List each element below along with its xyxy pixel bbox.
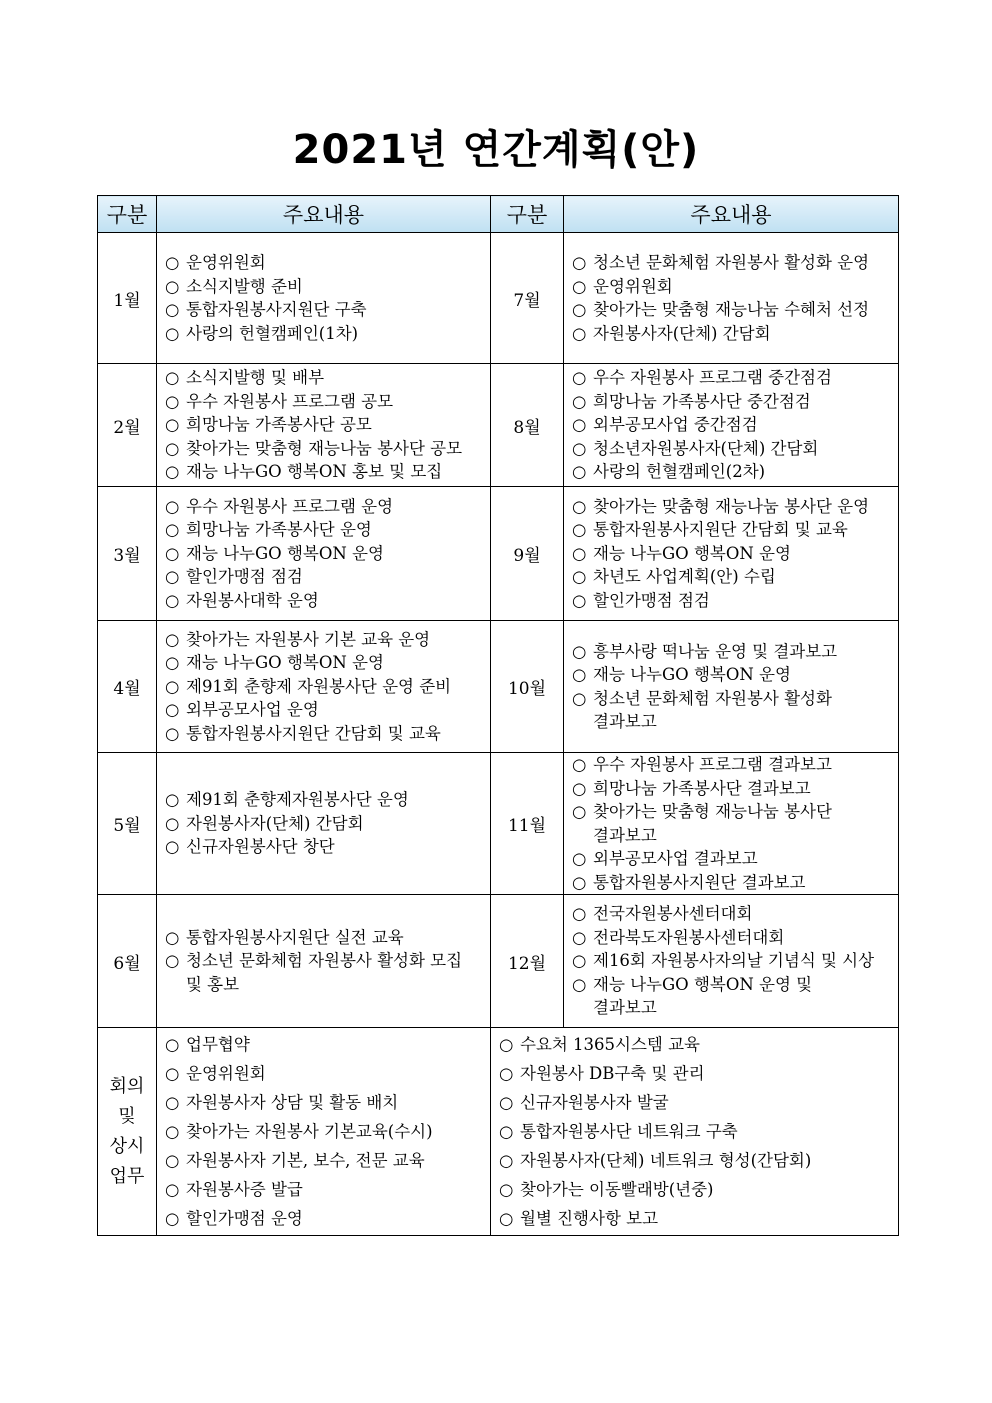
list-item — [165, 275, 490, 299]
list-item — [572, 926, 898, 950]
circle-bullet-icon: ○ — [572, 641, 587, 661]
list-item — [165, 589, 490, 613]
list-item-text: 찾아가는 맞춤형 재능나눔 수혜처 선정 — [593, 300, 870, 319]
list-item-text: 신규자원봉사단 창단 — [186, 837, 335, 857]
list-item — [165, 518, 490, 542]
list-item-text: 우수 자원봉사 프로그램 중간점검 — [593, 368, 832, 388]
month-label: 4월 — [98, 621, 157, 753]
list-item — [165, 949, 490, 996]
list-item — [165, 835, 490, 859]
list-item-text: 할인가맹점 점검 — [593, 590, 710, 610]
circle-bullet-icon: ○ — [572, 688, 587, 708]
circle-bullet-icon: ○ — [572, 755, 587, 774]
month-label: 1월 — [98, 233, 157, 364]
list-item-text: 사랑의 헌혈캠페인(2차) — [593, 462, 766, 482]
circle-bullet-icon: ○ — [165, 438, 180, 458]
circle-bullet-icon: ○ — [165, 927, 180, 947]
list-item — [572, 902, 898, 926]
list-item — [499, 1175, 898, 1204]
list-item — [572, 413, 898, 437]
table-row — [98, 895, 899, 1028]
list-item-text: 결과보고 — [593, 825, 657, 845]
month-content — [564, 753, 899, 895]
routine-label-part: 상시 — [109, 1135, 145, 1157]
header-category-left: 구분 — [98, 196, 157, 233]
circle-bullet-icon: ○ — [572, 665, 587, 684]
list-item — [165, 437, 490, 461]
list-item-text: 할인가맹점 운영 — [186, 1209, 303, 1228]
list-item-text: 외부공모사업 운영 — [186, 700, 319, 720]
list-item-text: 찾아가는 자원봉사 기본교육(수시) — [186, 1122, 433, 1141]
header-content-left: 주요내용 — [157, 196, 491, 233]
plan-item-list — [165, 1030, 490, 1233]
circle-bullet-icon: ○ — [165, 951, 180, 971]
list-item — [165, 495, 490, 519]
circle-bullet-icon: ○ — [572, 276, 587, 296]
list-item-text: 찾아가는 맞춤형 재능나눔 봉사단 운영 — [593, 496, 870, 516]
list-item — [572, 366, 898, 390]
list-item-text: 청소년자원봉사자(단체) 간담회 — [593, 438, 819, 458]
circle-bullet-icon: ○ — [165, 1151, 180, 1170]
list-item — [572, 495, 898, 519]
list-item — [165, 812, 490, 836]
list-item-text: 재능 나누GO 행복ON 운영 — [593, 665, 791, 684]
plan-item-list — [572, 902, 898, 1020]
circle-bullet-icon: ○ — [165, 700, 180, 720]
circle-bullet-icon: ○ — [572, 496, 587, 516]
month-content — [564, 487, 899, 621]
circle-bullet-icon: ○ — [572, 590, 587, 610]
plan-item-list — [165, 495, 490, 613]
list-item-text: 제91회 춘향제자원봉사단 운영 — [186, 790, 409, 810]
plan-item-list — [572, 251, 898, 345]
circle-bullet-icon: ○ — [165, 567, 180, 587]
month-content — [564, 895, 899, 1028]
list-item — [572, 777, 898, 801]
list-item-text: 찾아가는 이동빨래방(년중) — [520, 1180, 714, 1199]
list-item-text: 청소년 문화체험 자원봉사 활성화 — [593, 688, 832, 708]
circle-bullet-icon: ○ — [499, 1064, 514, 1083]
list-item-text: 월별 진행사항 보고 — [520, 1209, 659, 1228]
circle-bullet-icon: ○ — [572, 323, 587, 343]
list-item — [165, 675, 490, 699]
month-content — [564, 364, 899, 487]
list-item-text: 자원봉사자 기본, 보수, 전문 교육 — [186, 1151, 425, 1170]
month-label: 8월 — [491, 364, 564, 487]
list-item — [165, 926, 490, 950]
list-item-text: 찾아가는 맞춤형 재능나눔 봉사단 공모 — [186, 438, 463, 458]
list-item — [165, 698, 490, 722]
circle-bullet-icon: ○ — [499, 1180, 514, 1199]
list-item-text: 운영위원회 — [186, 253, 266, 272]
routine-tasks-left — [157, 1028, 491, 1236]
list-item-text: 자원봉사자(단체) 네트워크 형성(간담회) — [520, 1151, 812, 1170]
list-item-text: 희망나눔 가족봉사단 공모 — [186, 415, 372, 435]
list-item-text: 우수 자원봉사 프로그램 결과보고 — [593, 755, 832, 774]
month-label: 11월 — [491, 753, 564, 895]
list-item — [165, 366, 490, 390]
list-item — [572, 460, 898, 484]
list-item-text: 자원봉사자 상담 및 활동 배치 — [186, 1093, 399, 1112]
circle-bullet-icon: ○ — [572, 567, 587, 587]
circle-bullet-icon: ○ — [572, 872, 587, 892]
circle-bullet-icon: ○ — [572, 438, 587, 458]
circle-bullet-icon: ○ — [165, 1093, 180, 1112]
circle-bullet-icon: ○ — [165, 1035, 180, 1054]
list-item — [572, 251, 898, 275]
list-item-text: 자원봉사자(단체) 간담회 — [186, 813, 364, 833]
list-item — [165, 1146, 490, 1175]
plan-item-list — [572, 753, 898, 894]
list-item — [165, 251, 490, 275]
list-item — [572, 298, 898, 322]
month-content — [157, 487, 491, 621]
table-row — [98, 753, 899, 895]
list-item-text: 자원봉사대학 운영 — [186, 590, 319, 610]
list-item-text: 통합자원봉사지원단 구축 — [186, 300, 367, 319]
circle-bullet-icon: ○ — [165, 653, 180, 673]
list-item-text: 통합자원봉사지원단 간담회 및 교육 — [186, 723, 441, 743]
list-item-text: 제16회 자원봉사자의날 기념식 및 시상 — [593, 951, 875, 971]
list-item-text: 재능 나누GO 행복ON 운영 — [186, 653, 384, 673]
list-item — [499, 1204, 898, 1233]
circle-bullet-icon: ○ — [572, 391, 587, 411]
circle-bullet-icon: ○ — [165, 1180, 180, 1199]
list-item-text: 희망나눔 가족봉사단 결과보고 — [593, 778, 811, 798]
circle-bullet-icon: ○ — [572, 368, 587, 388]
header-content-right: 주요내용 — [564, 196, 899, 233]
circle-bullet-icon: ○ — [572, 974, 587, 994]
table-body — [98, 233, 899, 1236]
circle-bullet-icon: ○ — [572, 543, 587, 563]
table-row — [98, 487, 899, 621]
table-row — [98, 364, 899, 487]
list-item — [165, 413, 490, 437]
circle-bullet-icon: ○ — [165, 837, 180, 857]
plan-item-list — [499, 1030, 898, 1233]
circle-bullet-icon: ○ — [499, 1093, 514, 1112]
list-item-text: 사랑의 헌혈캠페인(1차) — [186, 323, 359, 343]
routine-label-part: 회의 — [109, 1075, 145, 1097]
list-item-text: 차년도 사업계획(안) 수립 — [593, 567, 776, 587]
list-item — [165, 1175, 490, 1204]
list-item-text: 결과보고 — [593, 712, 657, 731]
circle-bullet-icon: ○ — [165, 1064, 180, 1083]
list-item — [572, 800, 898, 847]
list-item — [572, 871, 898, 895]
list-item-text: 통합자원봉사단 네트워크 구축 — [520, 1122, 738, 1141]
table-row — [98, 233, 899, 364]
circle-bullet-icon: ○ — [572, 927, 587, 947]
circle-bullet-icon: ○ — [165, 391, 180, 411]
list-item-text: 결과보고 — [593, 998, 657, 1018]
list-item — [165, 460, 490, 484]
circle-bullet-icon: ○ — [499, 1151, 514, 1170]
list-item-text: 찾아가는 자원봉사 기본 교육 운영 — [186, 629, 431, 649]
circle-bullet-icon: ○ — [165, 543, 180, 563]
routine-label-part: 업무 — [109, 1165, 145, 1187]
circle-bullet-icon: ○ — [165, 590, 180, 610]
circle-bullet-icon: ○ — [165, 323, 180, 343]
list-item-text: 및 홍보 — [186, 974, 240, 994]
annual-plan-table — [97, 195, 899, 1236]
list-item — [499, 1146, 898, 1175]
circle-bullet-icon: ○ — [572, 778, 587, 798]
month-content — [564, 233, 899, 364]
month-label: 7월 — [491, 233, 564, 364]
list-item — [572, 973, 898, 1020]
header-category-right: 구분 — [491, 196, 564, 233]
circle-bullet-icon: ○ — [165, 276, 180, 296]
list-item — [165, 1059, 490, 1088]
circle-bullet-icon: ○ — [165, 462, 180, 482]
circle-bullet-icon: ○ — [165, 1122, 180, 1141]
list-item — [572, 518, 898, 542]
list-item — [165, 788, 490, 812]
circle-bullet-icon: ○ — [165, 790, 180, 810]
month-label: 9월 — [491, 487, 564, 621]
list-item-text: 우수 자원봉사 프로그램 운영 — [186, 496, 394, 516]
plan-item-list — [165, 628, 490, 746]
circle-bullet-icon: ○ — [165, 1209, 180, 1228]
list-item — [572, 753, 898, 777]
list-item-text: 재능 나누GO 행복ON 홍보 및 모집 — [186, 462, 443, 482]
month-label: 5월 — [98, 753, 157, 895]
list-item-text: 재능 나누GO 행복ON 운영 — [186, 543, 384, 563]
list-item-text: 통합자원봉사지원단 간담회 및 교육 — [593, 520, 848, 540]
list-item — [572, 847, 898, 871]
list-item — [165, 298, 490, 322]
list-item — [572, 322, 898, 346]
list-item-text: 통합자원봉사지원단 결과보고 — [593, 872, 806, 892]
list-item — [165, 628, 490, 652]
month-content — [157, 233, 491, 364]
circle-bullet-icon: ○ — [165, 368, 180, 388]
list-item — [165, 565, 490, 589]
circle-bullet-icon: ○ — [165, 629, 180, 649]
list-item — [165, 1204, 490, 1233]
list-item-text: 소식지발행 준비 — [186, 276, 303, 296]
list-item — [165, 542, 490, 566]
month-content — [157, 753, 491, 895]
table-row — [98, 621, 899, 753]
list-item — [165, 1030, 490, 1059]
list-item-text: 소식지발행 및 배부 — [186, 368, 325, 388]
plan-item-list — [165, 366, 490, 484]
list-item-text: 청소년 문화체험 자원봉사 활성화 모집 — [186, 951, 463, 971]
routine-tasks-right — [491, 1028, 899, 1236]
list-item-text: 전국자원봉사센터대회 — [593, 904, 753, 924]
circle-bullet-icon: ○ — [572, 849, 587, 868]
list-item — [572, 565, 898, 589]
list-item-text: 운영위원회 — [186, 1064, 266, 1083]
circle-bullet-icon: ○ — [572, 253, 587, 272]
table-header-row — [98, 196, 899, 233]
circle-bullet-icon: ○ — [165, 253, 180, 272]
list-item — [572, 589, 898, 613]
circle-bullet-icon: ○ — [499, 1209, 514, 1228]
list-item — [572, 437, 898, 461]
circle-bullet-icon: ○ — [572, 415, 587, 435]
list-item — [572, 390, 898, 414]
list-item-text: 자원봉사자(단체) 간담회 — [593, 323, 771, 343]
routine-tasks-row — [98, 1028, 899, 1236]
month-label: 10월 — [491, 621, 564, 753]
list-item-text: 운영위원회 — [593, 276, 673, 296]
circle-bullet-icon: ○ — [572, 462, 587, 482]
circle-bullet-icon: ○ — [165, 520, 180, 540]
list-item-text: 신규자원봉사자 발굴 — [520, 1093, 669, 1112]
list-item — [572, 663, 898, 687]
circle-bullet-icon: ○ — [572, 300, 587, 319]
list-item-text: 제91회 춘향제 자원봉사단 운영 준비 — [186, 676, 452, 696]
list-item-text: 우수 자원봉사 프로그램 공모 — [186, 391, 394, 411]
circle-bullet-icon: ○ — [499, 1035, 514, 1054]
list-item — [499, 1059, 898, 1088]
plan-item-list — [165, 926, 490, 997]
list-item — [165, 1117, 490, 1146]
circle-bullet-icon: ○ — [165, 415, 180, 435]
list-item-text: 업무협약 — [186, 1035, 250, 1054]
list-item — [165, 1088, 490, 1117]
list-item-text: 통합자원봉사지원단 실전 교육 — [186, 927, 404, 947]
list-item — [572, 949, 898, 973]
list-item-text: 자원봉사 DB구축 및 관리 — [520, 1064, 705, 1083]
month-content — [157, 621, 491, 753]
circle-bullet-icon: ○ — [165, 300, 180, 319]
list-item-text: 할인가맹점 점검 — [186, 567, 303, 587]
plan-item-list — [572, 640, 898, 734]
month-label: 6월 — [98, 895, 157, 1028]
circle-bullet-icon: ○ — [572, 520, 587, 540]
list-item-text: 재능 나누GO 행복ON 운영 및 — [593, 974, 813, 994]
circle-bullet-icon: ○ — [499, 1122, 514, 1141]
list-item — [572, 542, 898, 566]
routine-label-part: 및 — [118, 1105, 136, 1127]
list-item — [572, 687, 898, 734]
list-item-text: 흥부사랑 떡나눔 운영 및 결과보고 — [593, 641, 838, 661]
list-item — [499, 1030, 898, 1059]
list-item-text: 희망나눔 가족봉사단 운영 — [186, 520, 372, 540]
list-item — [499, 1088, 898, 1117]
plan-item-list — [572, 495, 898, 613]
list-item-text: 희망나눔 가족봉사단 중간점검 — [593, 391, 811, 411]
circle-bullet-icon: ○ — [572, 802, 587, 821]
list-item — [572, 275, 898, 299]
list-item-text: 전라북도자원봉사센터대회 — [593, 927, 785, 947]
plan-item-list — [165, 788, 490, 859]
list-item-text: 외부공모사업 결과보고 — [593, 849, 758, 868]
list-item — [165, 722, 490, 746]
circle-bullet-icon: ○ — [572, 951, 587, 971]
month-content — [157, 895, 491, 1028]
list-item — [165, 390, 490, 414]
month-content — [564, 621, 899, 753]
circle-bullet-icon: ○ — [165, 813, 180, 833]
list-item — [165, 651, 490, 675]
circle-bullet-icon: ○ — [165, 496, 180, 516]
plan-item-list — [165, 251, 490, 345]
circle-bullet-icon: ○ — [572, 904, 587, 924]
list-item-text: 청소년 문화체험 자원봉사 활성화 운영 — [593, 253, 870, 272]
list-item-text: 재능 나누GO 행복ON 운영 — [593, 543, 791, 563]
list-item-text: 찾아가는 맞춤형 재능나눔 봉사단 — [593, 802, 832, 821]
plan-item-list — [572, 366, 898, 484]
circle-bullet-icon: ○ — [165, 723, 180, 743]
list-item-text: 자원봉사증 발급 — [186, 1180, 303, 1199]
list-item — [572, 640, 898, 664]
month-content — [157, 364, 491, 487]
month-label: 12월 — [491, 895, 564, 1028]
list-item — [499, 1117, 898, 1146]
page-title: 2021년 연간계획(안) — [292, 127, 700, 173]
month-label: 3월 — [98, 487, 157, 621]
circle-bullet-icon: ○ — [165, 676, 180, 696]
list-item-text: 외부공모사업 중간점검 — [593, 415, 758, 435]
list-item — [165, 322, 490, 346]
list-item-text: 수요처 1365시스템 교육 — [520, 1035, 700, 1054]
routine-tasks-label — [98, 1028, 157, 1236]
month-label: 2월 — [98, 364, 157, 487]
